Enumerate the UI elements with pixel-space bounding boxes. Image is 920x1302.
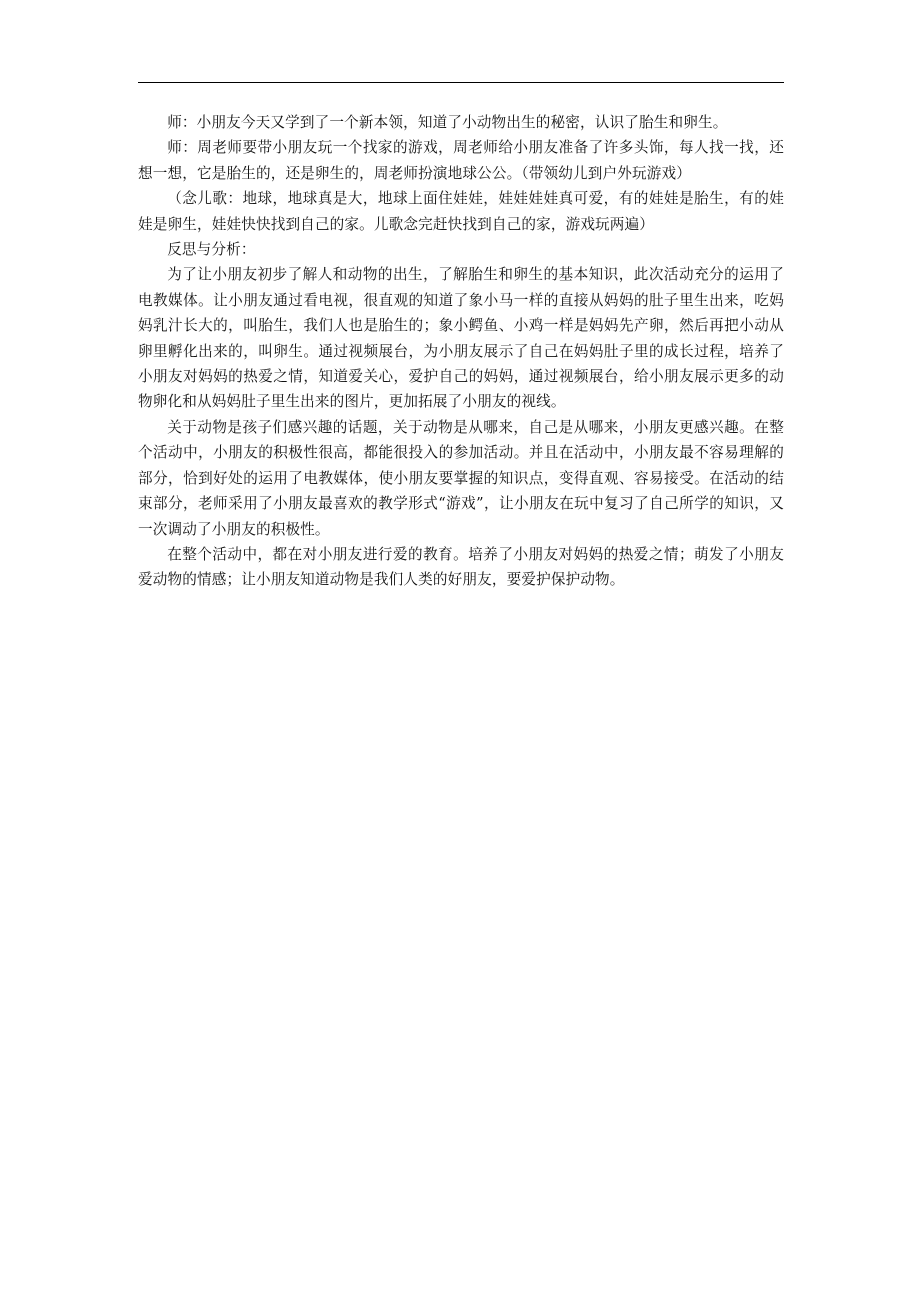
document-body <box>138 110 784 593</box>
paragraph-reflection-interest: 关于动物是孩子们感兴趣的话题，关于动物是从哪来，自己是从哪来，小朋友更感兴趣。在整个活动中，小朋友的积极性很高，都能很投入的参加活动。并且在活动中，小朋友最不容易理解的部分，恰到好处的运用了电教媒体，使小朋友要掌握的知识点，变得直观、容易接受。在活动的结束部分，老师采用了小朋友最喜欢的教学形式“游戏”，让小朋友在玩中复习了自己所学的知识，又一次调动了小朋友的积极性。 <box>138 418 784 538</box>
paragraph-reflection-heading: 反思与分析： <box>167 241 256 259</box>
paragraph-nursery-rhyme: （念儿歌：地球，地球真是大，地球上面住娃娃，娃娃娃娃真可爱，有的娃娃是胎生，有的娃娃是卵生，娃娃快快找到自己的家。儿歌念完赶快找到自己的家，游戏玩两遍） <box>138 190 784 233</box>
paragraph-teacher-game: 师：周老师要带小朋友玩一个找家的游戏，周老师给小朋友准备了许多头饰，每人找一找，还想一想，它是胎生的，还是卵生的，周老师扮演地球公公。（带领幼儿到户外玩游戏） <box>138 139 784 182</box>
header-rule <box>138 82 784 83</box>
paragraph-reflection-media: 为了让小朋友初步了解人和动物的出生，了解胎生和卵生的基本知识，此次活动充分的运用了电教媒体。让小朋友通过看电视，很直观的知道了象小马一样的直接从妈妈的肚子里生出来，吃妈妈乳汁长大的，叫胎生，我们人也是胎生的；象小鳄鱼、小鸡一样是妈妈先产卵，然后再把小动从卵里孵化出来的，叫卵生。通过视频展台，为小朋友展示了自己在妈妈肚子里的成长过程，培养了小朋友对妈妈的热爱之情，知道爱关心，爱护自己的妈妈，通过视频展台，给小朋友展示更多的动物卵化和从妈妈肚子里生出来的图片，更加拓展了小朋友的视线。 <box>138 266 784 411</box>
paragraph-reflection-love: 在整个活动中，都在对小朋友进行爱的教育。培养了小朋友对妈妈的热爱之情；萌发了小朋友爱动物的情感；让小朋友知道动物是我们人类的好朋友，要爱护保护动物。 <box>138 545 784 589</box>
paragraph-teacher-summary: 师：小朋友今天又学到了一个新本领，知道了小动物出生的秘密，认识了胎生和卵生。 <box>167 114 728 131</box>
